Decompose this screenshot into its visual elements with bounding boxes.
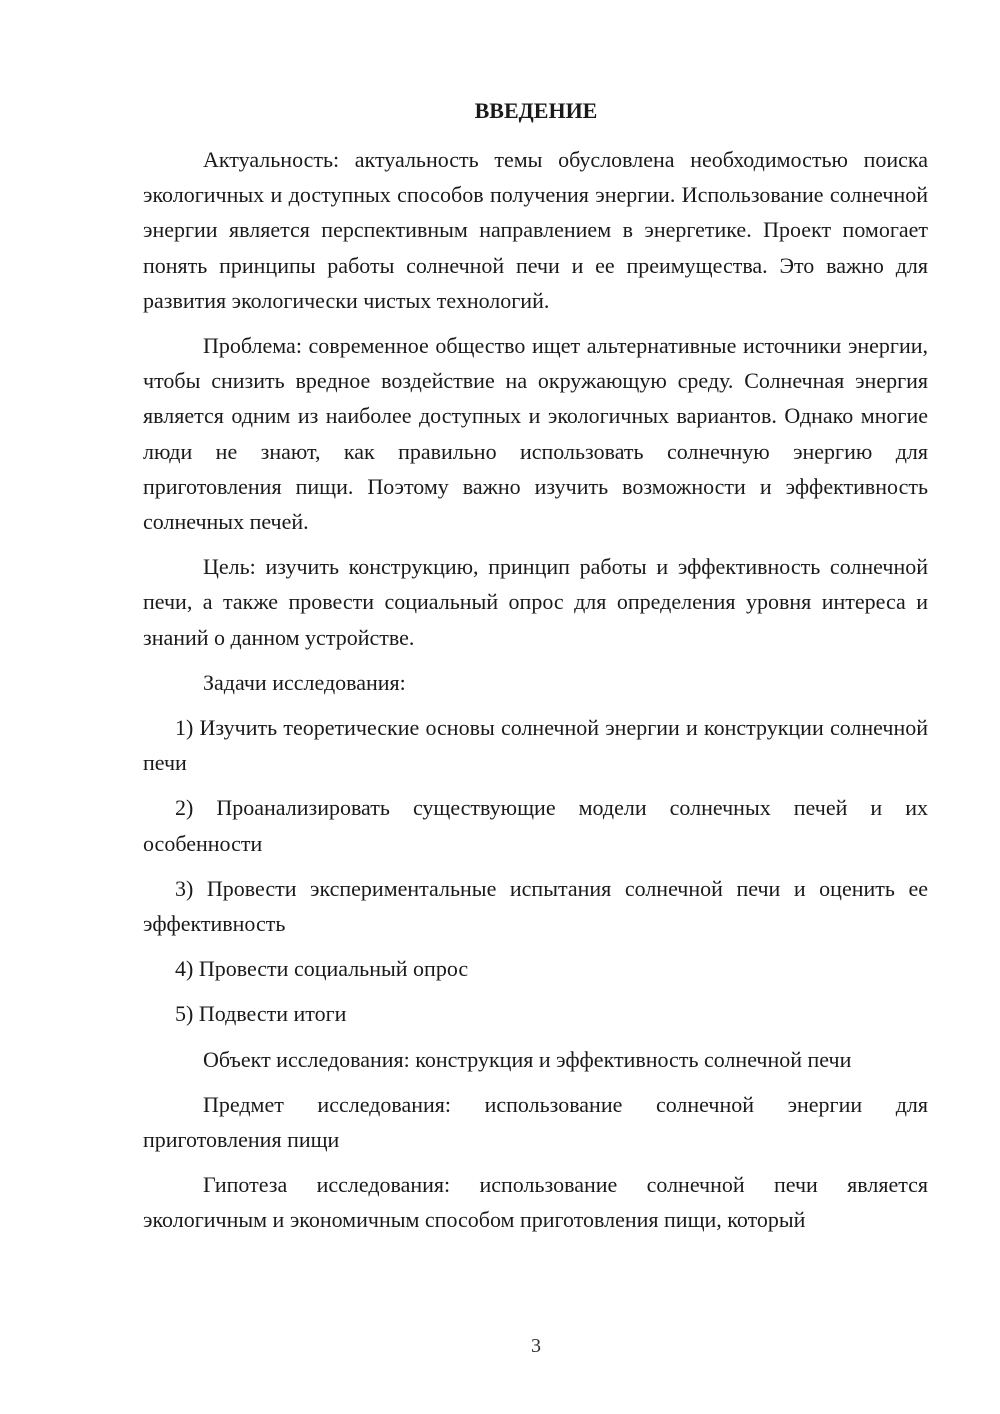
paragraph-relevance: Актуальность: актуальность темы обусловлена необходимостью поиска экологичных и доступных способов получения энергии. Использование солнечной энергии является перспективным направлением в энергетике. Проект помогает понять принципы работы солнечной печи и ее преимущества. Это важно для развития экологически чистых технологий. — [143, 147, 928, 313]
task-item-5: 5) Подвести итоги — [175, 1001, 347, 1027]
paragraph-object: Объект исследования: конструкция и эффективность солнечной печи — [203, 1046, 852, 1072]
paragraph-hypothesis: Гипотеза исследования: использование солнечной печи является экологичным и экономичным способом приготовления пищи, который — [143, 1172, 928, 1233]
paragraph-subject: Предмет исследования: использование солнечной энергии для приготовления пищи — [143, 1091, 928, 1153]
paragraph-tasks-heading: Задачи исследования: — [203, 669, 406, 695]
paragraph-goal: Цель: изучить конструкцию, принцип работы и эффективность солнечной печи, а также провести социальный опрос для определения уровня интереса и знаний о данном устройстве. — [143, 554, 928, 650]
paragraph-problem: Проблема: современное общество ищет альтернативные источники энергии, чтобы снизить вредное воздействие на окружающую среду. Солнечная энергия является одним из наиболее доступных и экологичных вариантов. Однако многие люди не знают, как правильно использовать солнечную энергию для приготовления пищи. Поэтому важно изучить возможности и эффективность солнечных печей. — [143, 333, 928, 535]
task-item-1: 1) Изучить теоретические основы солнечной энергии и конструкции солнечной печи — [143, 715, 928, 776]
page-title: ВВЕДЕНИЕ — [474, 98, 598, 123]
body-text — [143, 142, 928, 1248]
task-item-4: 4) Провести социальный опрос — [175, 956, 469, 982]
task-item-3: 3) Провести экспериментальные испытания солнечной печи и оценить ее эффективность — [143, 875, 928, 937]
task-item-2: 2) Проанализировать существующие модели солнечных печей и их особенности — [143, 795, 928, 856]
page-number: 3 — [531, 1335, 541, 1357]
